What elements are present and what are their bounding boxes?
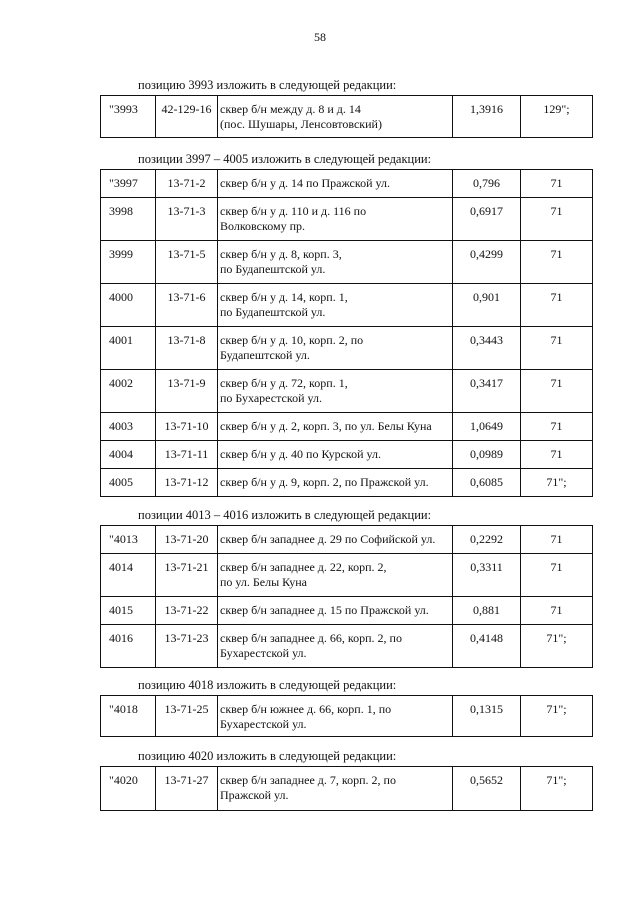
section-4020	[100, 749, 592, 811]
table-row	[101, 241, 593, 284]
position-area: 0,3417	[453, 370, 521, 413]
position-number: 4005	[101, 469, 156, 497]
position-area: 1,0649	[453, 413, 521, 441]
position-number: "3993	[101, 96, 156, 138]
position-number: "4020	[101, 767, 156, 811]
position-code: 13-71-10	[156, 413, 218, 441]
section-4018	[100, 678, 592, 737]
table-row	[101, 327, 593, 370]
section-heading: позиции 3997 – 4005 изложить в следующей редакции:	[138, 152, 432, 166]
position-value: 71	[521, 597, 593, 625]
position-code: 13-71-12	[156, 469, 218, 497]
section-4013-4016	[100, 508, 592, 668]
table-row	[101, 284, 593, 327]
position-value: 71";	[521, 625, 593, 668]
position-number: 3998	[101, 198, 156, 241]
position-value: 71	[521, 241, 593, 284]
position-value: 71	[521, 370, 593, 413]
position-value: 71	[521, 284, 593, 327]
position-description: сквер б/н у д. 14, корп. 1, по Будапештской ул.	[218, 284, 453, 327]
position-number: 4003	[101, 413, 156, 441]
position-area: 0,796	[453, 170, 521, 198]
position-description: сквер б/н западнее д. 15 по Пражской ул.	[218, 597, 453, 625]
position-code: 13-71-8	[156, 327, 218, 370]
position-code: 13-71-6	[156, 284, 218, 327]
position-description: сквер б/н западнее д. 29 по Софийской ул.	[218, 526, 453, 554]
position-number: 4000	[101, 284, 156, 327]
position-area: 0,4148	[453, 625, 521, 668]
table-row	[101, 597, 593, 625]
position-description: сквер б/н южнее д. 66, корп. 1, по Бухарестской ул.	[218, 696, 453, 737]
position-description: сквер б/н западнее д. 22, корп. 2, по ул. Белы Куна	[218, 554, 453, 597]
section-3997-4005	[100, 152, 592, 497]
position-area: 0,6917	[453, 198, 521, 241]
table-row	[101, 625, 593, 668]
section-heading: позицию 4018 изложить в следующей редакции:	[138, 678, 397, 692]
table-row	[101, 526, 593, 554]
position-number: 3999	[101, 241, 156, 284]
position-value: 71	[521, 170, 593, 198]
table-row	[101, 767, 593, 811]
section-heading: позицию 3993 изложить в следующей редакции:	[138, 78, 397, 92]
position-code: 13-71-21	[156, 554, 218, 597]
position-area: 0,0989	[453, 441, 521, 469]
section-heading: позицию 4020 изложить в следующей редакции:	[138, 749, 397, 763]
position-value: 71	[521, 198, 593, 241]
position-value: 71";	[521, 696, 593, 737]
position-area: 0,2292	[453, 526, 521, 554]
position-code: 13-71-3	[156, 198, 218, 241]
position-description: сквер б/н между д. 8 и д. 14 (пос. Шушары, Ленсовтовский)	[218, 96, 453, 138]
position-code: 13-71-23	[156, 625, 218, 668]
table-row	[101, 170, 593, 198]
position-value: 71	[521, 413, 593, 441]
position-code: 13-71-9	[156, 370, 218, 413]
position-area: 1,3916	[453, 96, 521, 138]
position-value: 71	[521, 441, 593, 469]
position-code: 13-71-20	[156, 526, 218, 554]
table-row	[101, 198, 593, 241]
position-area: 0,1315	[453, 696, 521, 737]
position-area: 0,901	[453, 284, 521, 327]
position-description: сквер б/н у д. 8, корп. 3, по Будапештской ул.	[218, 241, 453, 284]
position-description: сквер б/н у д. 110 и д. 116 по Волковскому пр.	[218, 198, 453, 241]
position-number: 4016	[101, 625, 156, 668]
position-area: 0,3311	[453, 554, 521, 597]
position-description: сквер б/н у д. 2, корп. 3, по ул. Белы Куна	[218, 413, 453, 441]
position-code: 13-71-27	[156, 767, 218, 811]
position-number: "4018	[101, 696, 156, 737]
position-number: 4004	[101, 441, 156, 469]
positions-table	[100, 169, 593, 497]
position-code: 13-71-2	[156, 170, 218, 198]
position-value: 71	[521, 554, 593, 597]
position-area: 0,6085	[453, 469, 521, 497]
table-row	[101, 370, 593, 413]
table-row	[101, 413, 593, 441]
position-area: 0,4299	[453, 241, 521, 284]
position-number: "4013	[101, 526, 156, 554]
position-description: сквер б/н западнее д. 7, корп. 2, по Пражской ул.	[218, 767, 453, 811]
position-description: сквер б/н у д. 40 по Курской ул.	[218, 441, 453, 469]
table-row	[101, 441, 593, 469]
position-value: 71	[521, 327, 593, 370]
table-row	[101, 696, 593, 737]
section-heading: позиции 4013 – 4016 изложить в следующей редакции:	[138, 508, 432, 522]
position-code: 13-71-22	[156, 597, 218, 625]
position-value: 71";	[521, 767, 593, 811]
positions-table	[100, 695, 593, 737]
position-number: 4015	[101, 597, 156, 625]
position-number: 4002	[101, 370, 156, 413]
position-area: 0,3443	[453, 327, 521, 370]
position-area: 0,881	[453, 597, 521, 625]
position-description: сквер б/н у д. 72, корп. 1, по Бухарестской ул.	[218, 370, 453, 413]
position-area: 0,5652	[453, 767, 521, 811]
position-code: 13-71-5	[156, 241, 218, 284]
positions-table	[100, 95, 593, 138]
position-value: 71";	[521, 469, 593, 497]
position-number: 4014	[101, 554, 156, 597]
section-3993	[100, 78, 592, 138]
table-row	[101, 96, 593, 138]
position-code: 13-71-11	[156, 441, 218, 469]
position-description: сквер б/н у д. 14 по Пражской ул.	[218, 170, 453, 198]
positions-table	[100, 766, 593, 811]
position-description: сквер б/н западнее д. 66, корп. 2, по Бухарестской ул.	[218, 625, 453, 668]
position-value: 71	[521, 526, 593, 554]
position-description: сквер б/н у д. 9, корп. 2, по Пражской ул.	[218, 469, 453, 497]
position-number: 4001	[101, 327, 156, 370]
table-row	[101, 469, 593, 497]
position-number: "3997	[101, 170, 156, 198]
position-code: 13-71-25	[156, 696, 218, 737]
positions-table	[100, 525, 593, 668]
table-row	[101, 554, 593, 597]
position-value: 129";	[521, 96, 593, 138]
position-code: 42-129-16	[156, 96, 218, 138]
position-description: сквер б/н у д. 10, корп. 2, по Будапештской ул.	[218, 327, 453, 370]
page-number: 58	[314, 30, 326, 44]
